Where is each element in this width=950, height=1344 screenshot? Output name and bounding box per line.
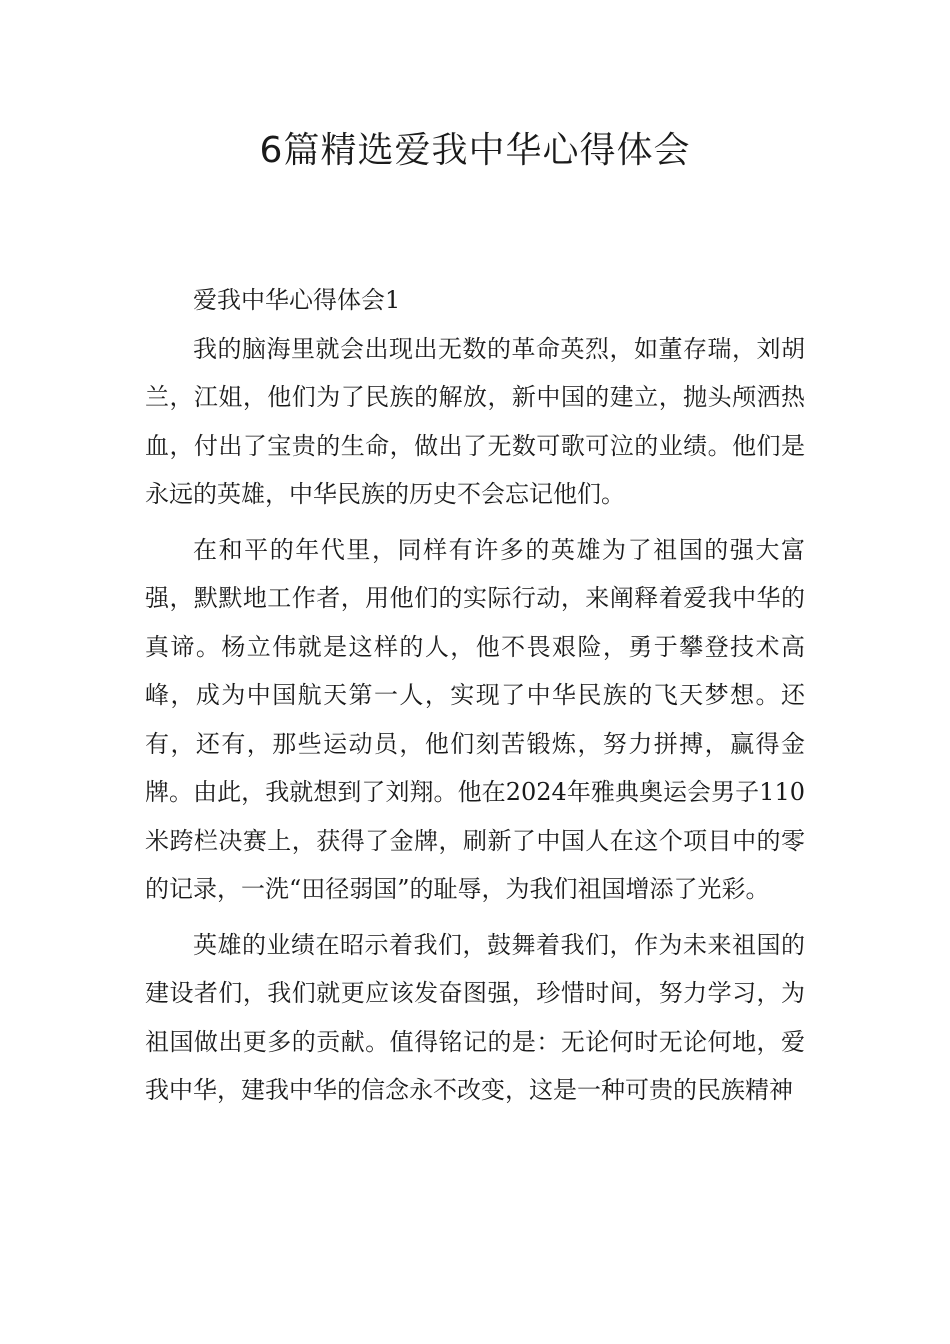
section-heading: 爱我中华心得体会1 (193, 286, 401, 314)
body-paragraph: 我的脑海里就会出现出无数的革命英烈，如董存瑞，刘胡兰，江姐，他们为了民族的解放，新中国的建立，抛头颅洒热血，付出了宝贵的生命，做出了无数可歌可泣的业绩。他们是永远的英雄，中华民族的历史不会忘记他们。 (145, 334, 805, 508)
body-paragraph: 在和平的年代里，同样有许多的英雄为了祖国的强大富强，默默地工作者，用他们的实际行动，来阐释着爱我中华的真谛。杨立伟就是这样的人，他不畏艰险，勇于攀登技术高峰，成为中国航天第一人，实现了中华民族的飞天梦想。还有，还有，那些运动员，他们刻苦锻炼，努力拼搏，赢得金牌。由此，我就想到了刘翔。他在2024年雅典奥运会男子110米跨栏决赛上，获得了金牌，刷新了中国人在这个项目中的零的记录，一洗“田径弱国”的耻辱，为我们祖国增添了光彩。 (145, 535, 805, 903)
document-body (145, 276, 805, 1122)
document-title: 6篇精选爱我中华心得体会 (259, 130, 691, 171)
body-paragraph: 英雄的业绩在昭示着我们，鼓舞着我们，作为未来祖国的建设者们，我们就更应该发奋图强，珍惜时间，努力学习，为祖国做出更多的贡献。值得铭记的是：无论何时无论何地，爱我中华，建我中华的信念永不改变，这是一种可贵的民族精神 (145, 930, 805, 1104)
